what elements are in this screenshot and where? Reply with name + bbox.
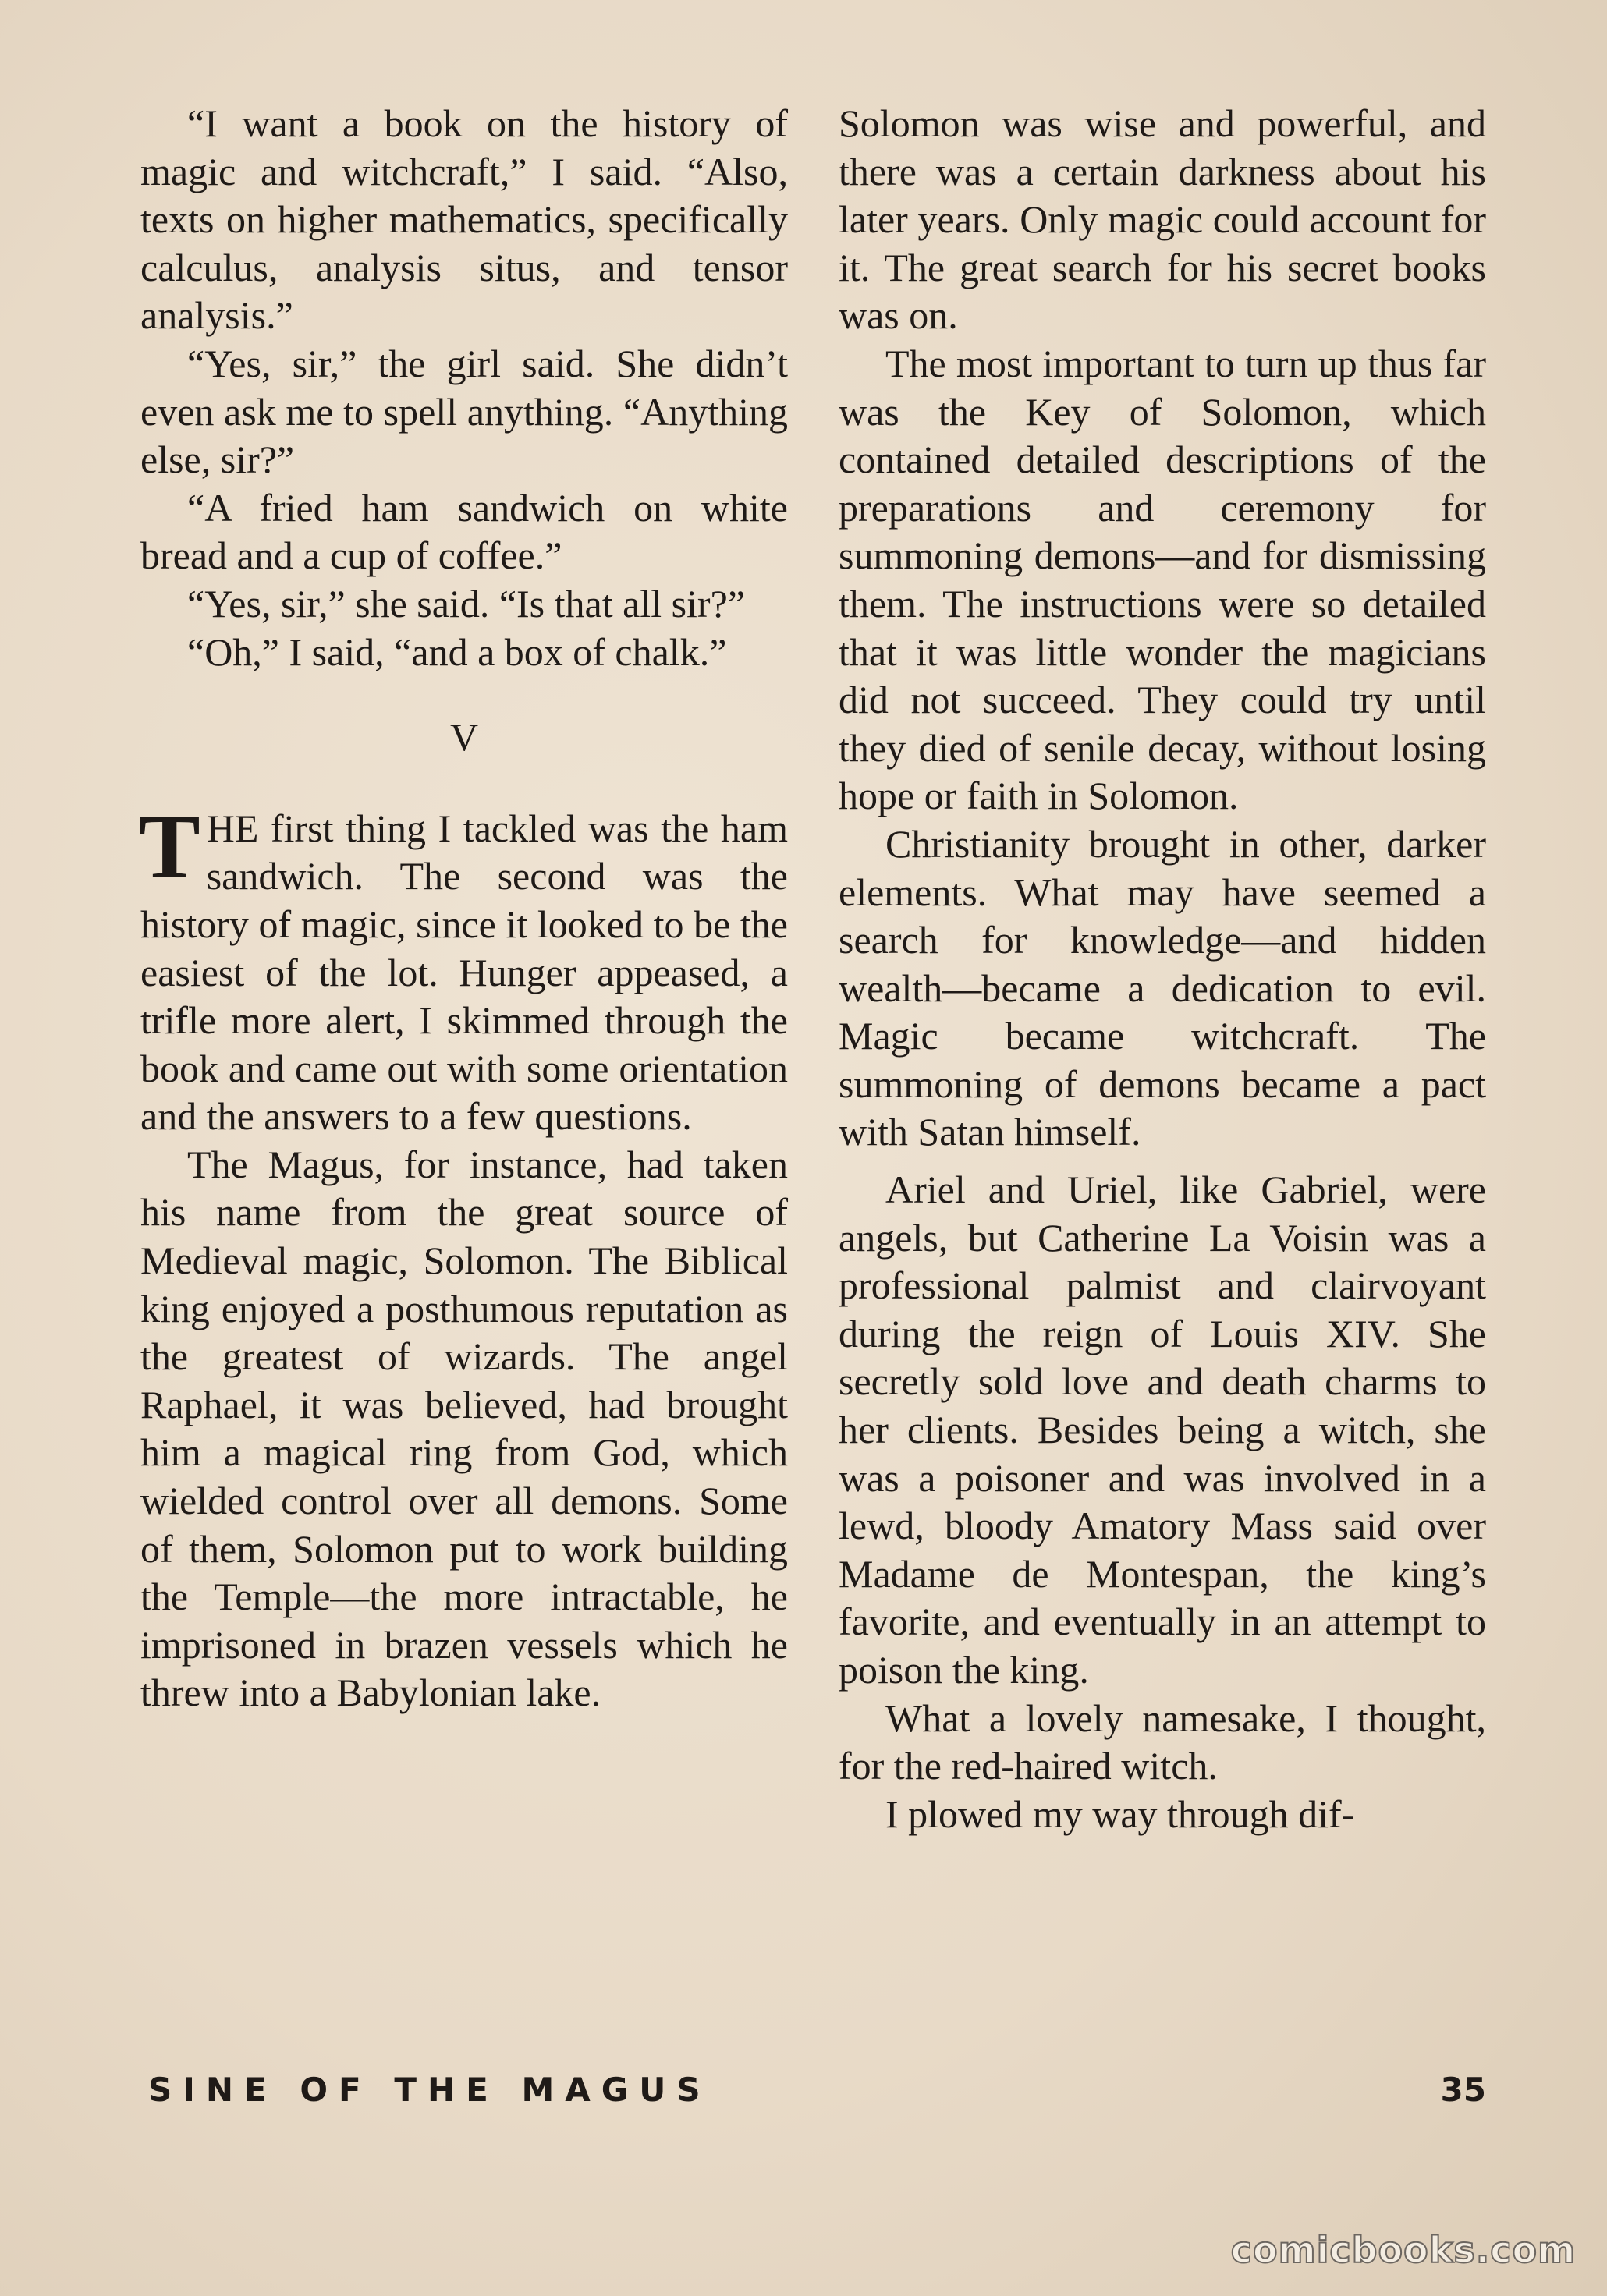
paragraph-with-dropcap (139, 795, 788, 1141)
paragraph: “Oh,” I said, “and a box of chalk.” (187, 629, 727, 674)
left-text-column (140, 100, 788, 1717)
page-footer (140, 2071, 1486, 2125)
page-number: 35 (1440, 2071, 1486, 2109)
paragraph: Solomon was wise and powerful, and there was a certain darkness about his later years. Only magic could account for it. The great search for his secret books was on. (839, 101, 1486, 338)
paragraph: I plowed my way through dif- (885, 1791, 1355, 1836)
paragraph: Ariel and Uriel, like Gabriel, were angels, but Catherine La Voisin was a professional palmist and clairvoyant during the reign of Louis XIV. She secretly sold love and death charms to her clients. Besides being a witch, she was a poisoner and was involved in a lewd, bloody Amatory Mass said over Madame de Montespan, the king’s favorite, and eventually in an attempt to poison the king. (839, 1167, 1486, 1692)
drop-cap-letter: T (139, 795, 200, 898)
right-text-column (839, 100, 1486, 1838)
paragraph: “Yes, sir,” she said. “Is that all sir?” (187, 581, 745, 625)
paragraph: “I want a book on the history of magic and witchcraft,” I said. “Also, texts on higher mathematics, specifically calculus, analysis situs, and tensor analysis.” (140, 101, 788, 338)
site-watermark: comicbooks.com (1230, 2229, 1576, 2271)
section-number: V (449, 715, 479, 760)
running-title: SINE OF THE MAGUS (148, 2071, 711, 2109)
paragraph-text: HE first thing I tackled was the ham sandwich. The second was the history of magic, since it looked to be the easiest of the lot. Hunger appeased, a trifle more alert, I skimmed through the book and came out with some orientation and the answers to a few questions. (140, 806, 788, 1139)
paragraph: “Yes, sir,” the girl said. She didn’t even ask me to spell anything. “Anything else, sir?” (140, 341, 788, 482)
paragraph: The Magus, for instance, had taken his name from the great source of Medieval magic, Solomon. The Biblical king enjoyed a posthumous reputation as the greatest of wizards. The angel Raphael, it was believed, had brought him a magical ring from God, which wielded control over all demons. Some of them, Solomon put to work building the Temple—the more intractable, he imprisoned in brazen vessels which he threw into a Babylonian lake. (140, 1142, 788, 1715)
paragraph: “A fried ham sandwich on white bread and a cup of coffee.” (140, 485, 788, 578)
paragraph: What a lovely namesake, I thought, for the red-haired witch. (839, 1695, 1486, 1788)
paragraph: The most important to turn up thus far was the Key of Solomon, which contained detailed descriptions of the preparations and ceremony for summoning demons—and for dismissing them. The instructions were so detailed that it was little wonder the magicians did not succeed. They could try until they died of senile decay, without losing hope or faith in Solomon. (839, 341, 1486, 818)
paragraph: Christianity brought in other, darker elements. What may have seemed a search for knowledge—and hidden wealth—became a dedication to evil. Magic became witchcraft. The summoning of demons became a pact with Satan himself. (839, 821, 1486, 1154)
